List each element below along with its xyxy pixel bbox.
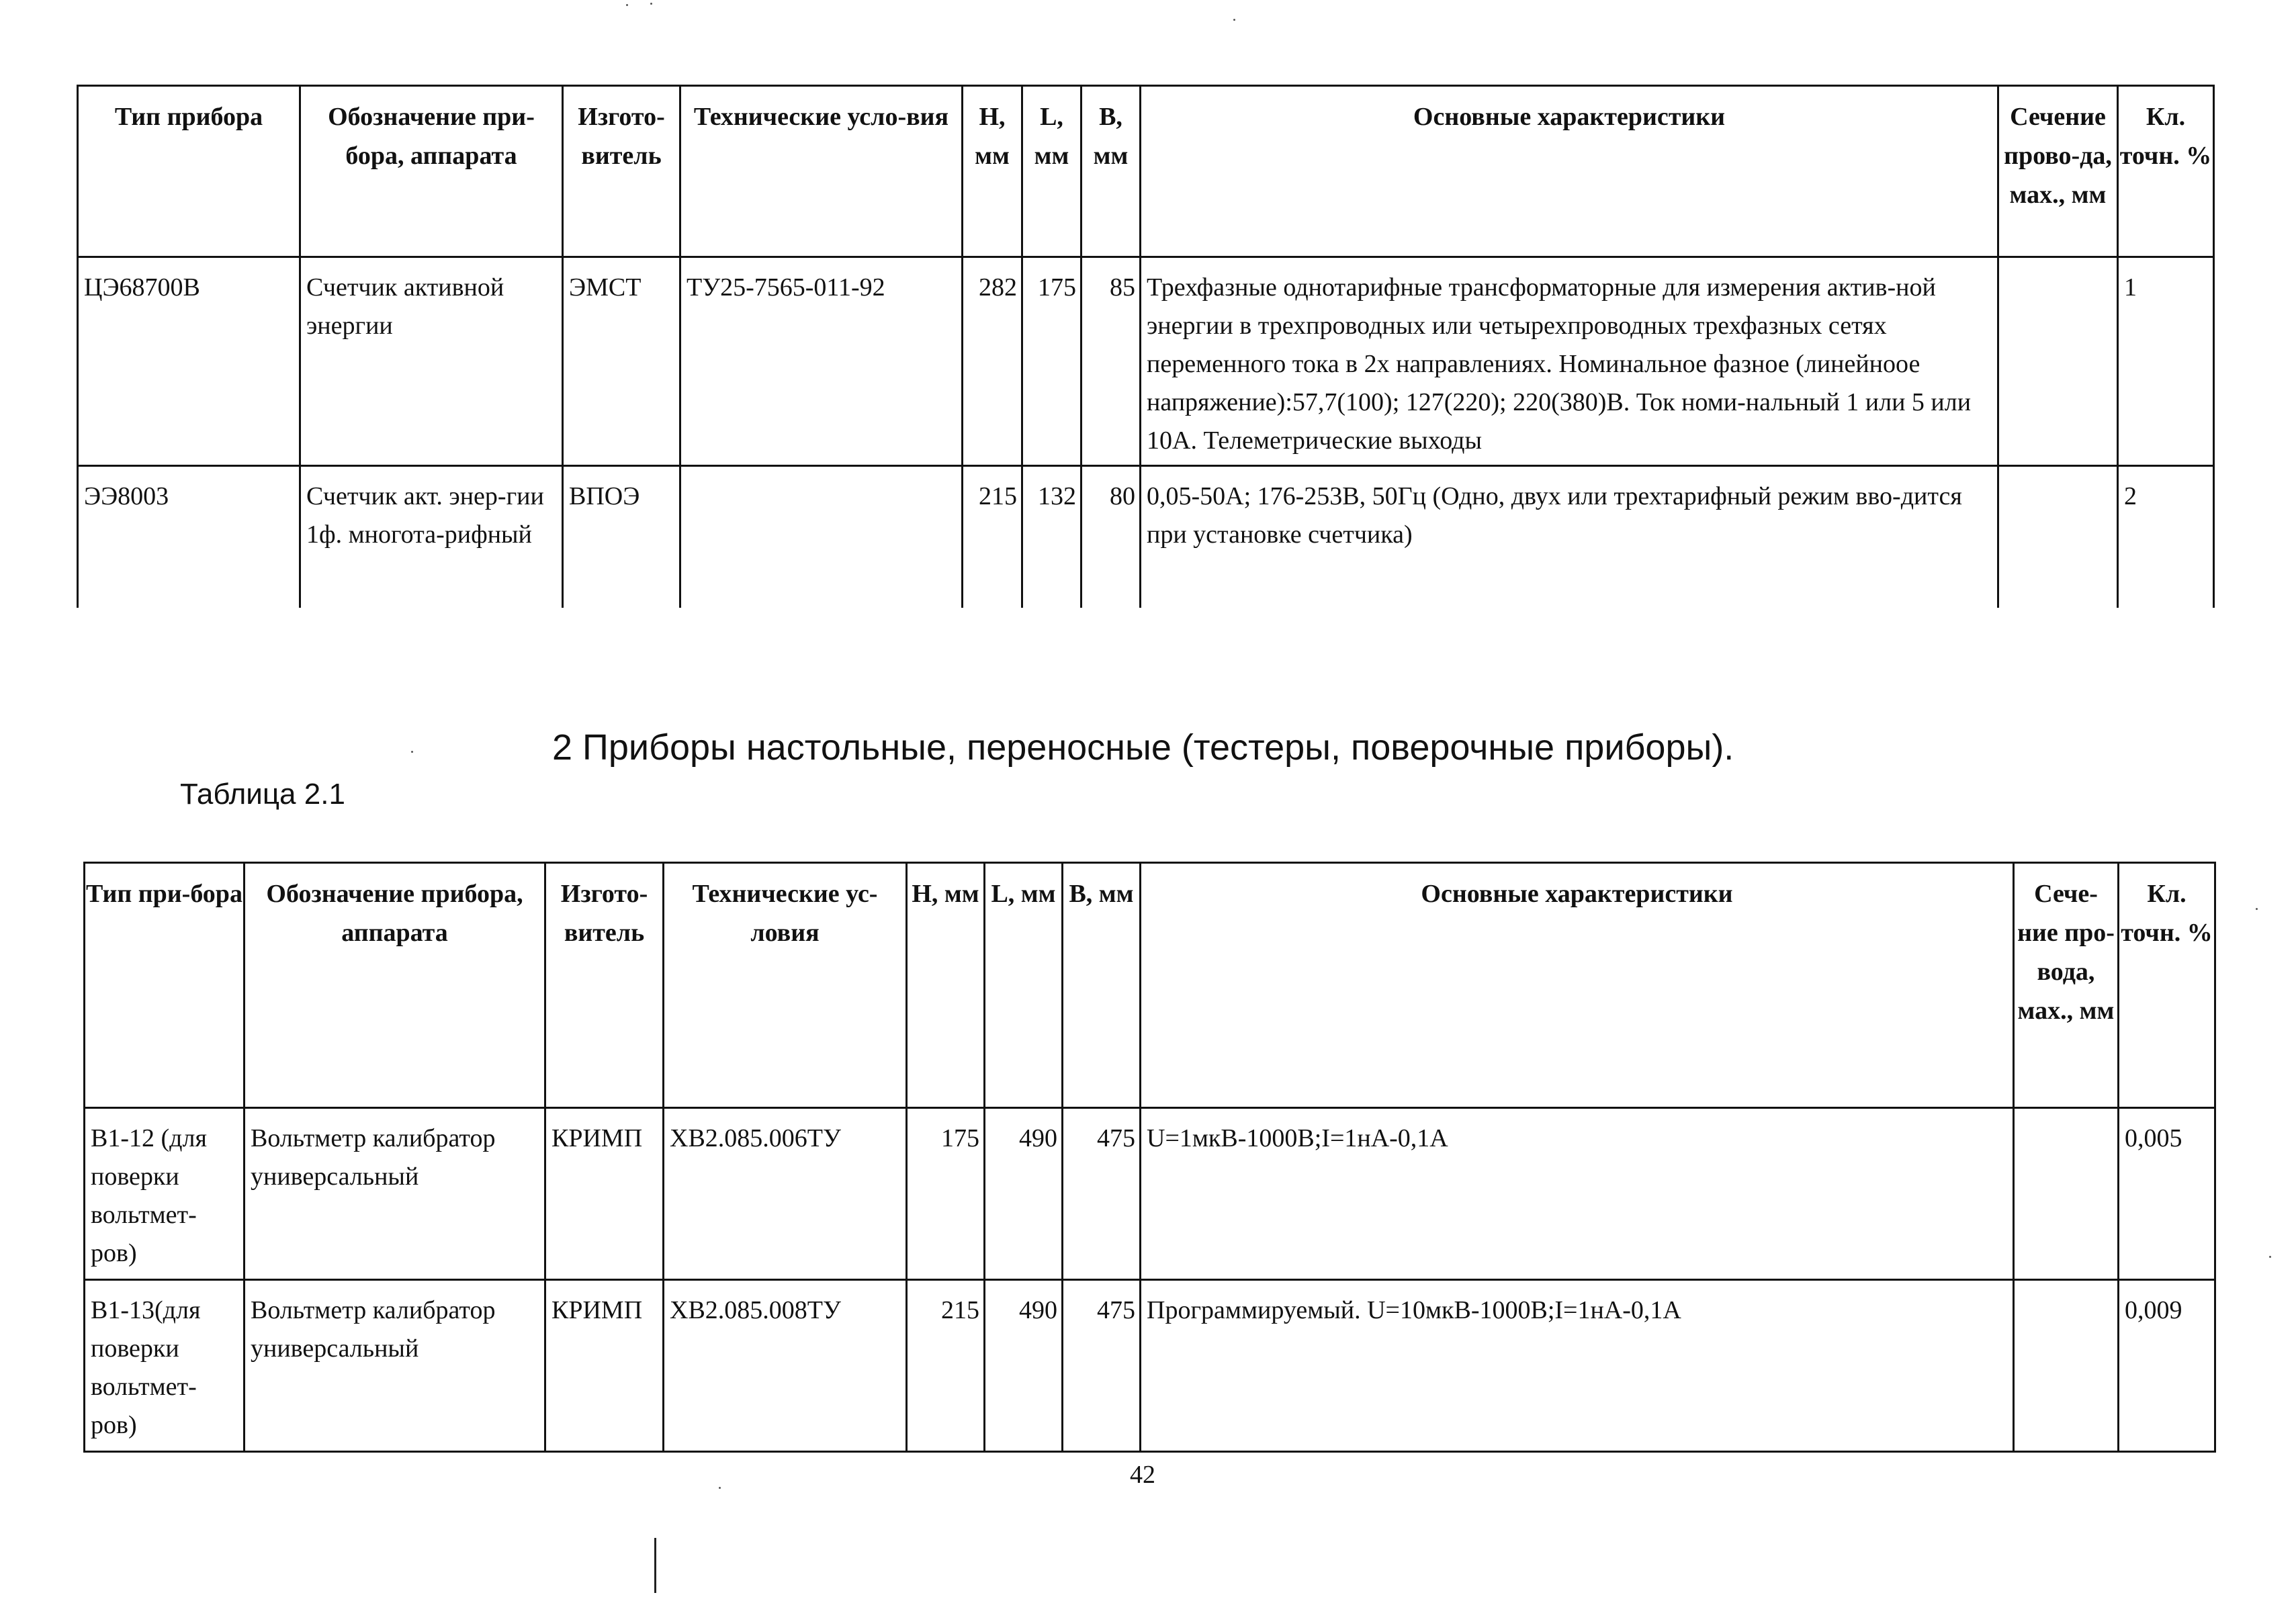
cell-accuracy: 0,009 xyxy=(2119,1280,2215,1452)
table-row xyxy=(78,466,2214,608)
cell-wire-section xyxy=(1998,257,2118,466)
cell-maker: КРИМП xyxy=(545,1108,664,1280)
header-b: B, мм xyxy=(1081,86,1141,257)
scan-artifact-dot xyxy=(626,4,628,6)
header-l: L, мм xyxy=(985,863,1063,1108)
cell-type: В1-13(для поверки вольтмет-ров) xyxy=(85,1280,245,1452)
header-type: Тип прибора xyxy=(78,86,300,257)
cell-spec: ХВ2.085.008ТУ xyxy=(664,1280,907,1452)
cell-characteristics: 0,05-50А; 176-253В, 50Гц (Одно, двух или трехтарифный режим вво-дится при установке счетчика) xyxy=(1141,466,1998,608)
section-title: 2 Приборы настольные, переносные (тестеры, поверочные приборы). xyxy=(552,727,1734,768)
cell-wire-section xyxy=(2014,1280,2119,1452)
header-wire-section: Сече-ние про-вода, мах., мм xyxy=(2014,863,2119,1108)
cell-b: 85 xyxy=(1081,257,1141,466)
scan-artifact-dot xyxy=(2269,1256,2271,1258)
cell-h: 215 xyxy=(907,1280,985,1452)
scan-artifact-dot xyxy=(411,751,413,753)
header-maker: Изгото-витель xyxy=(563,86,680,257)
table-caption: Таблица 2.1 xyxy=(180,778,345,811)
cell-type: ЦЭ68700В xyxy=(78,257,300,466)
cell-designation: Счетчик активной энергии xyxy=(300,257,563,466)
scan-artifact-dot xyxy=(719,1487,721,1489)
header-spec: Технические усло-вия xyxy=(680,86,963,257)
cell-accuracy: 0,005 xyxy=(2119,1108,2215,1280)
cell-type: В1-12 (для поверки вольтмет-ров) xyxy=(85,1108,245,1280)
header-type: Тип при-бора xyxy=(85,863,245,1108)
header-wire-section: Сечение прово-да, мах., мм xyxy=(1998,86,2118,257)
scan-artifact-dot xyxy=(1233,19,1235,21)
header-maker: Изгото-витель xyxy=(545,863,664,1108)
scan-artifact-dot xyxy=(2256,908,2258,910)
cell-maker: ВПОЭ xyxy=(563,466,680,608)
cell-spec: ТУ25-7565-011-92 xyxy=(680,257,963,466)
header-accuracy: Кл. точн. % xyxy=(2118,86,2214,257)
header-accuracy: Кл. точн. % xyxy=(2119,863,2215,1108)
page-number: 42 xyxy=(1130,1461,1155,1489)
scan-artifact-line xyxy=(654,1538,656,1593)
cell-l: 490 xyxy=(985,1108,1063,1280)
table-header-row xyxy=(78,86,2214,257)
cell-b: 475 xyxy=(1063,1108,1141,1280)
cell-h: 175 xyxy=(907,1108,985,1280)
cell-h: 282 xyxy=(963,257,1022,466)
header-b: B, мм xyxy=(1063,863,1141,1108)
header-h: H, мм xyxy=(963,86,1022,257)
header-l: L, мм xyxy=(1022,86,1081,257)
cell-type: ЭЭ8003 xyxy=(78,466,300,608)
table-header-row xyxy=(85,863,2215,1108)
header-designation: Обозначение при-бора, аппарата xyxy=(300,86,563,257)
cell-characteristics: U=1мкВ-1000В;I=1нА-0,1А xyxy=(1141,1108,2014,1280)
cell-designation: Вольтметр калибратор универсальный xyxy=(245,1108,545,1280)
instruments-table-1 xyxy=(77,85,2215,608)
header-designation: Обозначение прибора, аппарата xyxy=(245,863,545,1108)
cell-spec: ХВ2.085.006ТУ xyxy=(664,1108,907,1280)
scan-artifact-dot xyxy=(650,3,652,5)
cell-l: 490 xyxy=(985,1280,1063,1452)
instruments-table-2 xyxy=(83,862,2216,1453)
table-row xyxy=(85,1280,2215,1452)
table-row xyxy=(85,1108,2215,1280)
cell-characteristics: Программируемый. U=10мкВ-1000В;I=1нА-0,1А xyxy=(1141,1280,2014,1452)
cell-accuracy: 1 xyxy=(2118,257,2214,466)
cell-h: 215 xyxy=(963,466,1022,608)
cell-wire-section xyxy=(2014,1108,2119,1280)
header-characteristics: Основные характеристики xyxy=(1141,863,2014,1108)
cell-designation: Вольтметр калибратор универсальный xyxy=(245,1280,545,1452)
header-characteristics: Основные характеристики xyxy=(1141,86,1998,257)
cell-b: 80 xyxy=(1081,466,1141,608)
cell-b: 475 xyxy=(1063,1280,1141,1452)
cell-l: 175 xyxy=(1022,257,1081,466)
cell-maker: ЭМСТ xyxy=(563,257,680,466)
cell-wire-section xyxy=(1998,466,2118,608)
header-h: H, мм xyxy=(907,863,985,1108)
cell-maker: КРИМП xyxy=(545,1280,664,1452)
cell-accuracy: 2 xyxy=(2118,466,2214,608)
cell-characteristics: Трехфазные однотарифные трансформаторные для измерения актив-ной энергии в трехпроводных или четырехпроводных трехфазных сетях переменного тока в 2х направлениях. Номинальное фазное (линейноое напряжение):57,7(100); 127(220); 220(380)В. Ток номи-нальный 1 или 5 или 10А. Телеметрические выходы xyxy=(1141,257,1998,466)
table-row xyxy=(78,257,2214,466)
header-spec: Технические ус-ловия xyxy=(664,863,907,1108)
cell-l: 132 xyxy=(1022,466,1081,608)
cell-spec xyxy=(680,466,963,608)
cell-designation: Счетчик акт. энер-гии 1ф. многота-рифный xyxy=(300,466,563,608)
